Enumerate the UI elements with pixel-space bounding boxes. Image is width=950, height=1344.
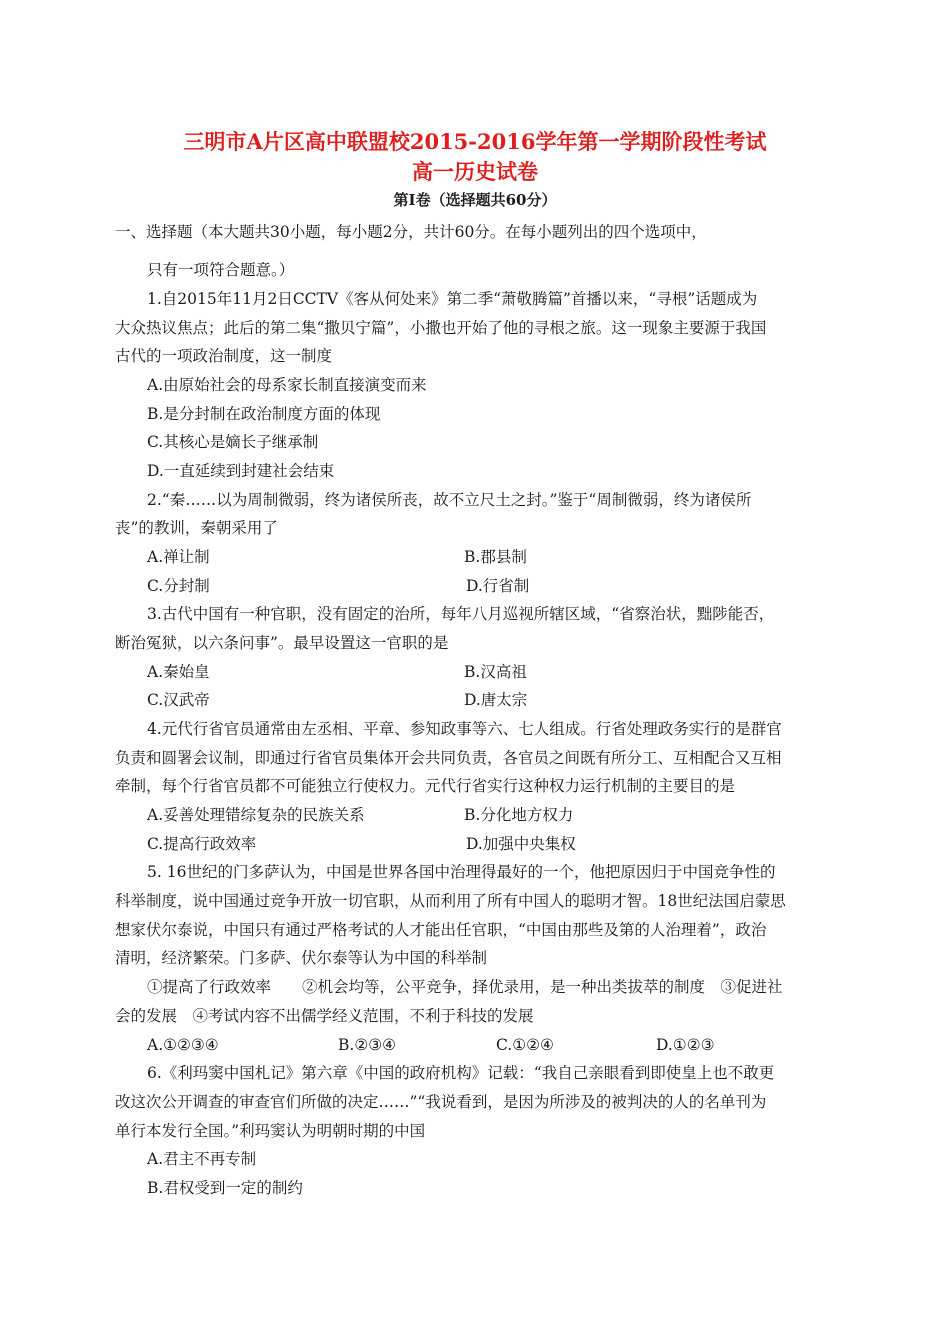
q5-option-b: B.②③④: [338, 1036, 397, 1054]
q3-stem-line1: 3.古代中国有一种官职，没有固定的治所，每年八月巡视所辖区域，“省察治状，黜陟能否，: [147, 605, 775, 623]
q4-stem-line2: 负责和圆署会议制，即通过行省官员集体开会共同负责，各官员之间既有所分工、互相配合又互相: [115, 749, 782, 767]
q1-option-d: D.一直延续到封建社会结束: [147, 462, 335, 480]
q2-option-c: C.分封制: [147, 577, 210, 595]
q5-stem-line2: 科举制度，说中国通过竞争开放一切官职，从而利用了所有中国人的聪明才智。18世纪法国启蒙思: [115, 892, 786, 910]
q6-stem-line1: 6.《利玛窦中国札记》第六章《中国的政府机构》记载：“我自己亲眼看到即使皇上也不敢更: [147, 1064, 775, 1082]
q1-stem-line3: 古代的一项政治制度，这一制度: [115, 347, 333, 365]
q2-stem-line1: 2.“秦……以为周制微弱，终为诸侯所丧，故不立尺土之封。”鉴于“周制微弱，终为诸侯所: [147, 491, 752, 509]
q2-stem-line2: 丧”的教训，秦朝采用了: [115, 519, 278, 537]
q4-stem-line1: 4.元代行省官员通常由左丞相、平章、参知政事等六、七人组成。行省处理政务实行的是群官: [147, 720, 782, 738]
q5-option-d: D.①②③: [656, 1036, 715, 1054]
section-instruction-line2: 只有一项符合题意。）: [147, 261, 295, 279]
q4-option-b: B.分化地方权力: [464, 806, 574, 824]
q5-statement-line2: 会的发展 ④考试内容不出儒学经义范围，不利于科技的发展: [115, 1007, 534, 1025]
q5-option-c: C.①②④: [496, 1036, 554, 1054]
section-heading: 第Ⅰ卷（选择题共60分）: [393, 191, 557, 209]
q6-stem-line3: 单行本发行全国。”利玛窦认为明朝时期的中国: [115, 1122, 426, 1140]
q4-option-d: D.加强中央集权: [466, 835, 576, 853]
q3-option-c: C.汉武帝: [147, 691, 210, 709]
section-instruction-line1: 一、选择题（本大题共30小题，每小题2分，共计60分。在每小题列出的四个选项中，: [115, 223, 707, 241]
q5-stem-line1: 5. 16世纪的门多萨认为，中国是世界各国中治理得最好的一个，他把原因归于中国竞争性的: [147, 863, 776, 881]
q5-statement-line1: ①提高了行政效率 ②机会均等，公平竞争，择优录用，是一种出类拔萃的制度 ③促进社: [147, 978, 783, 996]
exam-subject-title: 高一历史试卷: [412, 159, 538, 184]
q1-option-a: A.由原始社会的母系家长制直接演变而来: [147, 376, 427, 394]
q2-option-d: D.行省制: [466, 577, 530, 595]
q1-option-c: C.其核心是嫡长子继承制: [147, 433, 319, 451]
q3-stem-line2: 断治冤狱，以六条问事”。最早设置这一官职的是: [115, 634, 449, 652]
q6-option-b: B.君权受到一定的制约: [147, 1179, 303, 1197]
q5-stem-line4: 清明，经济繁荣。门多萨、伏尔泰等认为中国的科举制: [115, 949, 488, 967]
q6-option-a: A.君主不再专制: [147, 1150, 257, 1168]
q3-option-b: B.汉高祖: [464, 663, 527, 681]
q1-option-b: B.是分封制在政治制度方面的体现: [147, 405, 381, 423]
q2-option-a: A.禅让制: [147, 548, 210, 566]
exam-title: 三明市A片区高中联盟校2015-2016学年第一学期阶段性考试: [183, 129, 767, 154]
q4-stem-line3: 牵制，每个行省官员都不可能独立行使权力。元代行省实行这种权力运行机制的主要目的是: [115, 777, 736, 795]
q4-option-a: A.妥善处理错综复杂的民族关系: [147, 806, 365, 824]
q1-stem-line2: 大众热议焦点；此后的第二集“撒贝宁篇”，小撒也开始了他的寻根之旅。这一现象主要源于我国: [115, 319, 767, 337]
q6-stem-line2: 改这次公开调查的审查官们所做的决定……”“我说看到，是因为所涉及的被判决的人的名单刊为: [115, 1093, 767, 1111]
q3-option-d: D.唐太宗: [464, 691, 528, 709]
q1-stem-line1: 1.自2015年11月2日CCTV《客从何处来》第二季“萧敬腾篇”首播以来，“寻根”话题成为: [147, 290, 758, 308]
q2-option-b: B.郡县制: [464, 548, 527, 566]
q4-option-c: C.提高行政效率: [147, 835, 257, 853]
q5-option-a: A.①②③④: [147, 1036, 219, 1054]
q5-stem-line3: 想家伏尔泰说，中国只有通过严格考试的人才能出任官职，“中国由那些及第的人治理着”，政治: [115, 921, 767, 939]
q3-option-a: A.秦始皇: [147, 663, 210, 681]
